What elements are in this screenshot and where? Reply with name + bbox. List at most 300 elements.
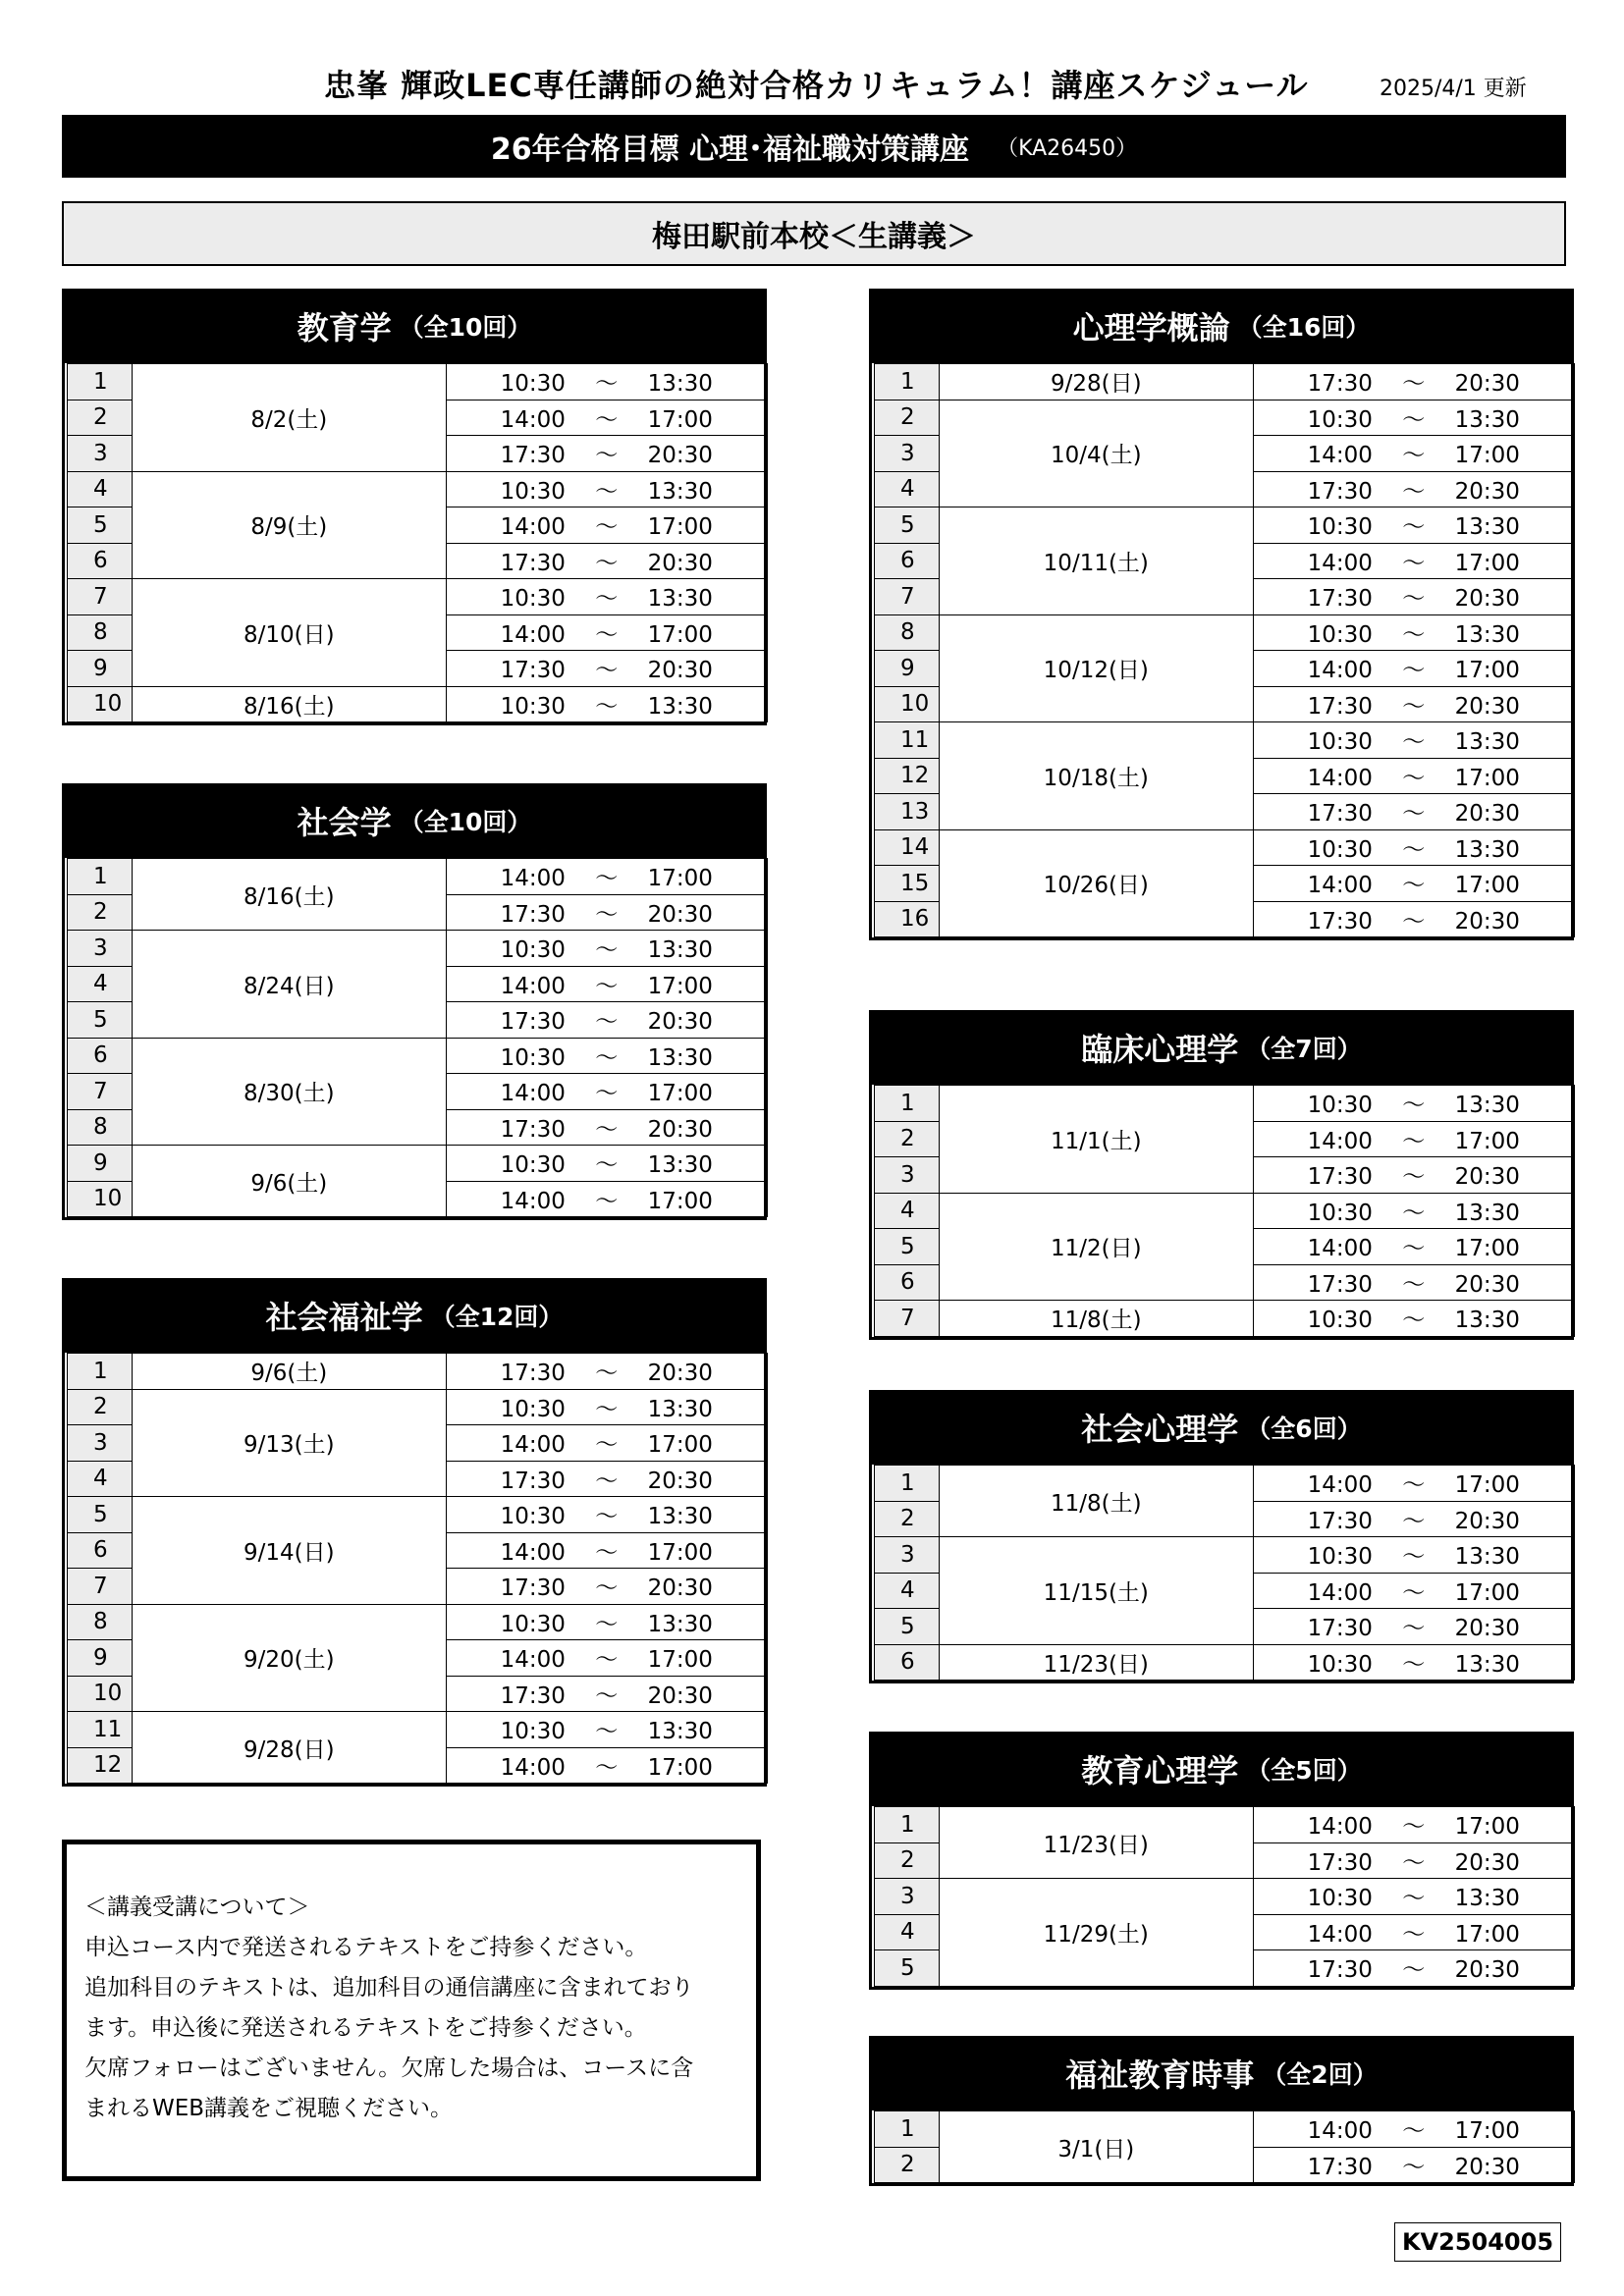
session-time (1253, 1573, 1574, 1609)
session-time (1253, 1121, 1574, 1157)
course-code: （KA26450） (997, 135, 1138, 161)
session-date: 11/2(日) (940, 1193, 1253, 1301)
session-time (446, 1604, 767, 1640)
session-number: 10 (68, 1181, 133, 1217)
subject-count: （全5回） (1246, 1756, 1362, 1785)
session-time (1253, 1807, 1574, 1843)
end-time: 17:00 (647, 866, 713, 892)
page-title: 忠峯 輝政LEC専任講師の絶対合格カリキュラム！講座スケジュール (324, 67, 1309, 104)
end-time: 13:30 (647, 586, 713, 613)
subject-block (62, 783, 767, 1220)
session-date: 10/12(日) (940, 614, 1253, 722)
start-time: 17:30 (500, 1116, 566, 1143)
end-time: 17:00 (1454, 873, 1520, 899)
table-row (875, 1193, 1575, 1229)
end-time: 17:00 (647, 1539, 713, 1566)
subject-block (869, 2036, 1574, 2186)
subject-count: （全10回） (399, 313, 532, 342)
end-time: 13:30 (1454, 836, 1520, 863)
session-number: 2 (68, 1389, 133, 1425)
subject-name: 社会学 (297, 804, 392, 841)
session-time (446, 1569, 767, 1605)
subject-name: 教育心理学 (1081, 1752, 1239, 1789)
session-time (1253, 1537, 1574, 1574)
session-time (1253, 1301, 1574, 1337)
table-row (875, 400, 1575, 436)
subject-count: （全16回） (1237, 313, 1371, 342)
end-time: 13:30 (647, 371, 713, 398)
table-row (875, 1301, 1575, 1337)
time-separator: 〜 (1402, 873, 1426, 899)
table-row (68, 1604, 768, 1640)
session-number: 1 (875, 1466, 940, 1502)
end-time: 17:00 (647, 514, 713, 541)
end-time: 17:00 (647, 621, 713, 648)
end-time: 17:00 (647, 973, 713, 999)
schedule-table-frame (869, 1465, 1574, 1683)
session-number: 7 (68, 579, 133, 615)
session-number: 6 (68, 543, 133, 579)
end-time: 13:30 (1454, 1544, 1520, 1571)
time-separator: 〜 (595, 1361, 619, 1387)
start-time: 10:30 (1307, 836, 1373, 863)
start-time: 10:30 (500, 371, 566, 398)
end-time: 17:00 (647, 1647, 713, 1674)
end-time: 17:00 (1454, 1128, 1520, 1154)
session-number: 6 (68, 1532, 133, 1569)
end-time: 13:30 (647, 1504, 713, 1530)
session-date: 8/16(土) (133, 686, 446, 722)
session-time (446, 364, 767, 400)
start-time: 14:00 (1307, 873, 1373, 899)
time-separator: 〜 (1402, 478, 1426, 505)
schedule-table-frame (62, 858, 767, 1220)
session-number: 5 (68, 1497, 133, 1533)
session-time (446, 1425, 767, 1462)
session-number: 8 (68, 1604, 133, 1640)
subject-name: 社会心理学 (1081, 1411, 1239, 1448)
session-number: 1 (68, 859, 133, 895)
session-time (446, 579, 767, 615)
session-time (1253, 1914, 1574, 1950)
end-time: 17:00 (647, 1188, 713, 1214)
start-time: 10:30 (1307, 514, 1373, 541)
schedule-table (874, 2110, 1575, 2183)
time-separator: 〜 (595, 443, 619, 469)
time-separator: 〜 (595, 1468, 619, 1494)
time-separator: 〜 (595, 1396, 619, 1422)
table-row (68, 686, 768, 722)
session-date: 11/23(日) (940, 1644, 1253, 1681)
subject-name: 教育学 (297, 309, 392, 347)
time-separator: 〜 (595, 1719, 619, 1745)
end-time: 17:00 (1454, 550, 1520, 576)
time-separator: 〜 (595, 1081, 619, 1107)
end-time: 20:30 (647, 1468, 713, 1494)
session-time (1253, 507, 1574, 544)
table-row (875, 614, 1575, 651)
start-time: 17:30 (1307, 1849, 1373, 1876)
end-time: 13:30 (1454, 514, 1520, 541)
start-time: 14:00 (500, 973, 566, 999)
session-time (1253, 614, 1574, 651)
session-number: 5 (68, 1002, 133, 1039)
table-row (875, 1086, 1575, 1122)
session-number: 6 (875, 543, 940, 579)
end-time: 13:30 (647, 1611, 713, 1637)
time-separator: 〜 (595, 1188, 619, 1214)
time-separator: 〜 (1402, 1849, 1426, 1876)
session-date: 11/15(土) (940, 1537, 1253, 1645)
start-time: 17:30 (500, 1575, 566, 1602)
table-row (875, 1537, 1575, 1574)
end-time: 13:30 (1454, 1886, 1520, 1912)
start-time: 17:30 (500, 901, 566, 928)
time-separator: 〜 (595, 514, 619, 541)
subject-header (869, 1010, 1574, 1085)
start-time: 17:30 (1307, 1271, 1373, 1298)
session-time (446, 1640, 767, 1677)
session-number: 8 (68, 1109, 133, 1146)
session-date: 8/24(日) (133, 931, 446, 1039)
session-time (446, 436, 767, 472)
session-number: 3 (68, 1425, 133, 1462)
session-time (446, 400, 767, 436)
subject-block (869, 289, 1574, 940)
session-number: 3 (68, 436, 133, 472)
time-separator: 〜 (1402, 1814, 1426, 1841)
table-row (68, 364, 768, 400)
notes-line: 申込コース内で発送されるテキストをご持参ください。 (84, 1935, 648, 1960)
time-separator: 〜 (595, 406, 619, 433)
start-time: 10:30 (500, 1719, 566, 1745)
start-time: 10:30 (1307, 1093, 1373, 1119)
session-time (1253, 2147, 1574, 2183)
time-separator: 〜 (1402, 550, 1426, 576)
time-separator: 〜 (595, 1647, 619, 1674)
end-time: 20:30 (1454, 1616, 1520, 1642)
session-number: 8 (875, 614, 940, 651)
session-number: 1 (875, 1807, 940, 1843)
start-time: 10:30 (1307, 1308, 1373, 1334)
start-time: 14:00 (500, 406, 566, 433)
session-number: 7 (875, 579, 940, 615)
time-separator: 〜 (595, 371, 619, 398)
time-separator: 〜 (595, 550, 619, 576)
time-separator: 〜 (595, 1044, 619, 1071)
time-separator: 〜 (595, 1009, 619, 1036)
start-time: 10:30 (500, 693, 566, 720)
start-time: 10:30 (1307, 1544, 1373, 1571)
schedule-table-frame (62, 363, 767, 725)
subject-block (62, 289, 767, 725)
end-time: 20:30 (647, 658, 713, 684)
session-number: 5 (875, 1950, 940, 1987)
session-number: 10 (875, 686, 940, 722)
session-time (446, 686, 767, 722)
start-time: 14:00 (1307, 1236, 1373, 1262)
session-time (446, 1389, 767, 1425)
subject-name: 臨床心理学 (1081, 1031, 1239, 1068)
time-separator: 〜 (1402, 1957, 1426, 1984)
time-separator: 〜 (1402, 514, 1426, 541)
end-time: 20:30 (1454, 586, 1520, 613)
table-row (875, 507, 1575, 544)
time-separator: 〜 (1402, 836, 1426, 863)
session-time (446, 1532, 767, 1569)
document-code: KV2504005 (1394, 2222, 1561, 2262)
table-row (875, 1807, 1575, 1843)
start-time: 10:30 (1307, 1886, 1373, 1912)
time-separator: 〜 (1402, 443, 1426, 469)
time-separator: 〜 (1402, 1200, 1426, 1226)
session-time (446, 614, 767, 651)
session-number: 12 (875, 758, 940, 794)
subject-header (62, 1278, 767, 1353)
start-time: 14:00 (500, 621, 566, 648)
end-time: 20:30 (1454, 801, 1520, 828)
session-time (1253, 1264, 1574, 1301)
session-time (1253, 471, 1574, 507)
table-row (875, 2111, 1575, 2148)
table-row (68, 1038, 768, 1074)
end-time: 13:30 (1454, 1651, 1520, 1678)
session-number: 4 (875, 471, 940, 507)
time-separator: 〜 (1402, 1616, 1426, 1642)
session-time (446, 1038, 767, 1074)
start-time: 10:30 (500, 1611, 566, 1637)
session-date: 3/1(日) (940, 2111, 1253, 2183)
session-number: 5 (875, 1609, 940, 1645)
schedule-table (874, 363, 1575, 937)
start-time: 10:30 (500, 1152, 566, 1179)
time-separator: 〜 (595, 866, 619, 892)
time-separator: 〜 (595, 621, 619, 648)
session-time (1253, 400, 1574, 436)
start-time: 14:00 (1307, 2118, 1373, 2145)
session-number: 4 (875, 1193, 940, 1229)
end-time: 17:00 (1454, 658, 1520, 684)
time-separator: 〜 (1402, 729, 1426, 756)
session-time (446, 1074, 767, 1110)
table-row (68, 859, 768, 895)
start-time: 14:00 (1307, 1921, 1373, 1948)
table-row (68, 1146, 768, 1182)
table-row (68, 1497, 768, 1533)
end-time: 20:30 (1454, 1164, 1520, 1191)
session-number: 6 (68, 1038, 133, 1074)
session-time (446, 1002, 767, 1039)
session-number: 7 (68, 1569, 133, 1605)
session-time (1253, 1879, 1574, 1915)
session-number: 2 (875, 1121, 940, 1157)
campus-bar (62, 201, 1566, 266)
start-time: 14:00 (1307, 1814, 1373, 1841)
time-separator: 〜 (1402, 908, 1426, 934)
end-time: 20:30 (647, 1009, 713, 1036)
schedule-table-frame (62, 1353, 767, 1787)
session-number: 5 (875, 507, 940, 544)
lecture-notes (62, 1840, 761, 2181)
table-row (68, 931, 768, 967)
start-time: 17:30 (1307, 693, 1373, 720)
session-time (1253, 901, 1574, 937)
time-separator: 〜 (1402, 1472, 1426, 1499)
session-number: 8 (68, 614, 133, 651)
subject-header (869, 1390, 1574, 1465)
subject-header (62, 289, 767, 363)
end-time: 17:00 (1454, 765, 1520, 791)
session-time (446, 1712, 767, 1748)
session-number: 4 (875, 1914, 940, 1950)
time-separator: 〜 (1402, 1308, 1426, 1334)
table-row (875, 1879, 1575, 1915)
subject-block (62, 1278, 767, 1787)
session-number: 1 (875, 1086, 940, 1122)
time-separator: 〜 (595, 973, 619, 999)
session-number: 16 (875, 901, 940, 937)
session-time (1253, 1157, 1574, 1194)
session-time (446, 894, 767, 931)
schedule-table (874, 1806, 1575, 1987)
session-time (1253, 1086, 1574, 1122)
session-date: 9/28(日) (133, 1712, 446, 1784)
session-number: 2 (875, 1842, 940, 1879)
subject-header (62, 783, 767, 858)
time-separator: 〜 (595, 693, 619, 720)
session-date: 9/14(日) (133, 1497, 446, 1605)
time-separator: 〜 (1402, 1128, 1426, 1154)
subject-header (869, 289, 1574, 363)
time-separator: 〜 (1402, 801, 1426, 828)
subject-block (869, 1732, 1574, 1990)
time-separator: 〜 (1402, 1271, 1426, 1298)
schedule-table (874, 1085, 1575, 1337)
start-time: 10:30 (500, 1396, 566, 1422)
start-time: 17:30 (500, 550, 566, 576)
end-time: 20:30 (647, 1361, 713, 1387)
schedule-table-frame (869, 363, 1574, 940)
session-time (1253, 543, 1574, 579)
end-time: 17:00 (1454, 1472, 1520, 1499)
time-separator: 〜 (595, 1611, 619, 1637)
session-time (446, 471, 767, 507)
subject-block (869, 1390, 1574, 1683)
session-time (446, 1676, 767, 1712)
session-number: 6 (875, 1644, 940, 1681)
session-number: 1 (68, 1354, 133, 1390)
end-time: 20:30 (1454, 478, 1520, 505)
session-time (1253, 1466, 1574, 1502)
session-time (1253, 794, 1574, 830)
start-time: 17:30 (1307, 1508, 1373, 1534)
end-time: 13:30 (1454, 1308, 1520, 1334)
time-separator: 〜 (595, 1152, 619, 1179)
end-time: 20:30 (647, 1682, 713, 1709)
session-number: 3 (875, 436, 940, 472)
session-number: 1 (875, 364, 940, 400)
subject-block (869, 1010, 1574, 1340)
start-time: 14:00 (500, 1188, 566, 1214)
session-date: 8/16(土) (133, 859, 446, 931)
schedule-table-frame (869, 1806, 1574, 1990)
start-time: 17:30 (1307, 1164, 1373, 1191)
time-separator: 〜 (1402, 621, 1426, 648)
session-time (1253, 686, 1574, 722)
time-separator: 〜 (595, 901, 619, 928)
start-time: 17:30 (1307, 586, 1373, 613)
notes-line: まれるWEB講義をご視聴ください。 (84, 2096, 454, 2121)
start-time: 17:30 (1307, 1957, 1373, 1984)
session-number: 15 (875, 866, 940, 902)
session-number: 5 (68, 507, 133, 544)
session-number: 7 (68, 1074, 133, 1110)
time-separator: 〜 (595, 1575, 619, 1602)
subject-count: （全6回） (1246, 1415, 1362, 1443)
start-time: 17:30 (500, 1682, 566, 1709)
start-time: 14:00 (1307, 1579, 1373, 1606)
end-time: 20:30 (1454, 1508, 1520, 1534)
session-time (446, 859, 767, 895)
start-time: 17:30 (1307, 801, 1373, 828)
start-time: 14:00 (500, 866, 566, 892)
session-time (446, 1461, 767, 1497)
time-separator: 〜 (1402, 371, 1426, 398)
end-time: 20:30 (1454, 1849, 1520, 1876)
time-separator: 〜 (1402, 1508, 1426, 1534)
notes-line: ます。申込後に発送されるテキストをご持参ください。 (84, 2015, 647, 2041)
start-time: 14:00 (1307, 658, 1373, 684)
start-time: 10:30 (1307, 729, 1373, 756)
session-date: 8/2(土) (133, 364, 446, 472)
session-date: 10/11(土) (940, 507, 1253, 615)
session-number: 7 (875, 1301, 940, 1337)
end-time: 13:30 (647, 1719, 713, 1745)
session-date: 8/30(土) (133, 1038, 446, 1146)
session-number: 12 (68, 1747, 133, 1784)
session-number: 11 (875, 722, 940, 759)
campus-name: 梅田駅前本校＜生講義＞ (652, 220, 976, 254)
table-row (875, 722, 1575, 759)
end-time: 17:00 (647, 406, 713, 433)
session-number: 1 (68, 364, 133, 400)
session-time (1253, 2111, 1574, 2148)
time-separator: 〜 (1402, 406, 1426, 433)
course-title: 26年合格目標 心理･福祉職対策講座 (490, 133, 970, 167)
session-date: 10/4(土) (940, 400, 1253, 507)
end-time: 17:00 (647, 1432, 713, 1459)
end-time: 17:00 (1454, 1579, 1520, 1606)
session-time (446, 651, 767, 687)
session-date: 9/13(土) (133, 1389, 446, 1497)
subject-count: （全2回） (1262, 2060, 1378, 2089)
subject-header (869, 2036, 1574, 2110)
end-time: 17:00 (1454, 1814, 1520, 1841)
start-time: 17:30 (500, 1468, 566, 1494)
end-time: 13:30 (647, 693, 713, 720)
time-separator: 〜 (595, 1116, 619, 1143)
start-time: 14:00 (1307, 1128, 1373, 1154)
time-separator: 〜 (595, 1504, 619, 1530)
end-time: 13:30 (1454, 729, 1520, 756)
end-time: 13:30 (1454, 406, 1520, 433)
start-time: 17:30 (500, 658, 566, 684)
session-number: 1 (875, 2111, 940, 2148)
time-separator: 〜 (1402, 1886, 1426, 1912)
time-separator: 〜 (595, 1754, 619, 1781)
end-time: 17:00 (1454, 1236, 1520, 1262)
session-time (1253, 436, 1574, 472)
